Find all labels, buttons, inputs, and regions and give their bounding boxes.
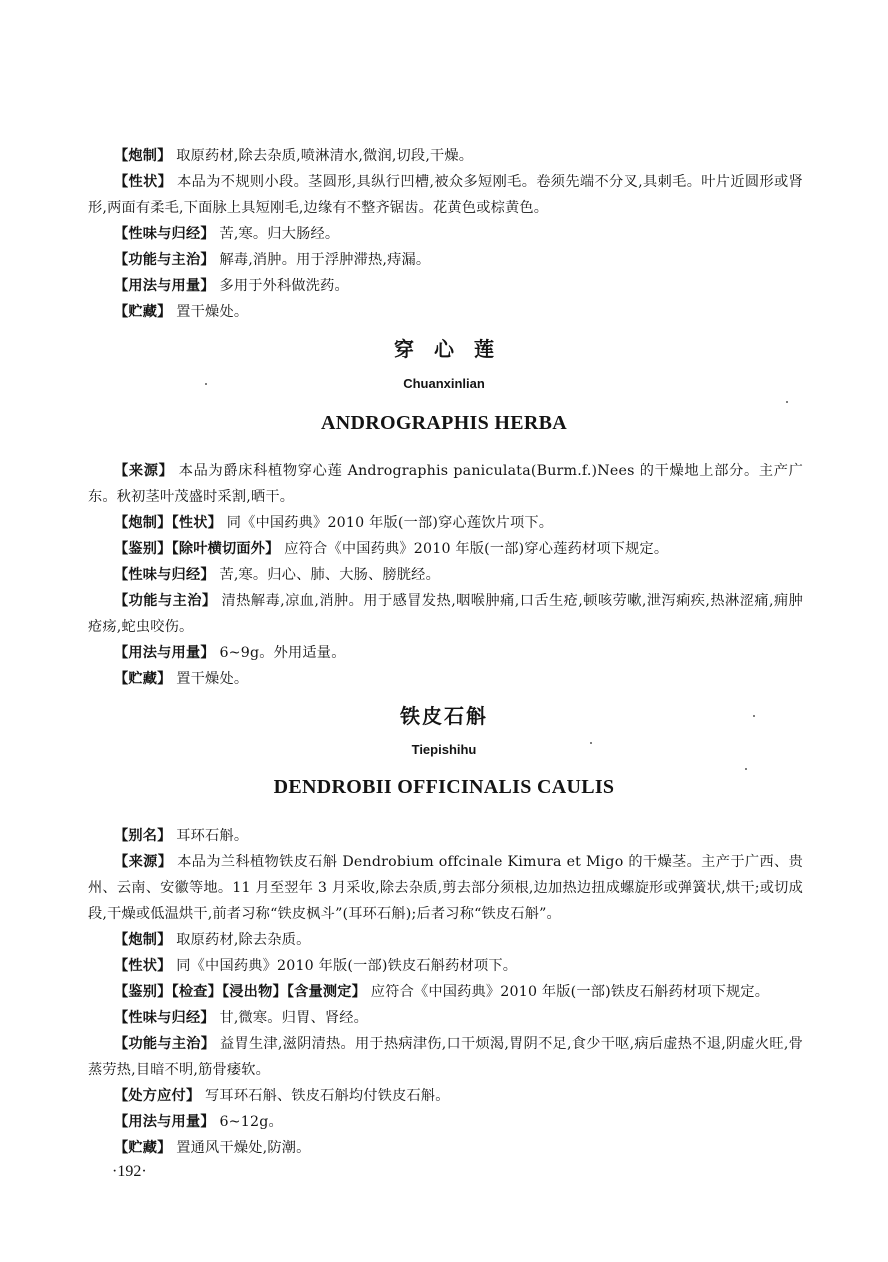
herb-title-chinese: 穿心莲: [394, 337, 514, 361]
page-number: ·192·: [112, 1163, 147, 1180]
section-continued: [88, 143, 803, 325]
herb-title-latin: ANDROGRAPHIS HERBA: [321, 412, 567, 434]
entry-storage: 【贮藏】 置干燥处。: [114, 304, 249, 320]
scan-speck: [745, 768, 747, 770]
entry-identification: 【鉴别】【检查】【浸出物】【含量测定】 应符合《中国药典》2010 年版(一部)铁皮石斛药材项下规定。: [114, 984, 770, 1000]
entry-description: 【性状】 同《中国药典》2010 年版(一部)铁皮石斛药材项下。: [114, 958, 518, 974]
herb-title-chinese: 铁皮石斛: [400, 704, 488, 728]
entry-usage: 【用法与用量】 6~9g。外用适量。: [114, 645, 346, 661]
scan-speck: [205, 383, 207, 385]
entry-storage: 【贮藏】 置干燥处。: [114, 671, 249, 687]
entry-nature-meridian: 【性味与归经】 苦,寒。归大肠经。: [114, 226, 340, 242]
entry-alias: 【别名】 耳环石斛。: [114, 828, 249, 844]
entry-function: 【功能与主治】 益胃生津,滋阴清热。用于热病津伤,口干烦渴,胃阴不足,食少干呕,病后虚热不退,阴虚火旺,骨蒸劳热,目暗不明,筋骨痿软。: [88, 1036, 803, 1078]
section-tiepishihu: [88, 823, 803, 1161]
entry-processing-description: 【炮制】【性状】 同《中国药典》2010 年版(一部)穿心莲饮片项下。: [114, 515, 554, 531]
entry-identification: 【鉴别】【除叶横切面外】 应符合《中国药典》2010 年版(一部)穿心莲药材项下规定。: [114, 541, 669, 557]
entry-source: 【来源】 本品为兰科植物铁皮石斛 Dendrobium offcinale Kimura et Migo 的干燥茎。主产于广西、贵州、云南、安徽等地。11 月至翌年 3 月采收,除去杂质,剪去部分须根,边加热边扭成螺旋形或弹簧状,烘干;或切成段,干燥或低温烘干,前者习称“铁皮枫斗”(耳环石斛);后者习称“铁皮石斛”。: [88, 854, 803, 922]
entry-nature-meridian: 【性味与归经】 甘,微寒。归胃、肾经。: [114, 1010, 369, 1026]
entry-usage: 【用法与用量】 6~12g。: [114, 1114, 283, 1130]
herb-title-latin: DENDROBII OFFICINALIS CAULIS: [273, 776, 615, 798]
entry-prescription: 【处方应付】 写耳环石斛、铁皮石斛均付铁皮石斛。: [114, 1088, 450, 1104]
entry-function: 【功能与主治】 解毒,消肿。用于浮肿滞热,痔漏。: [114, 252, 431, 268]
scan-speck: [590, 742, 592, 744]
entry-description: 【性状】 本品为不规则小段。茎圆形,具纵行凹槽,被众多短刚毛。卷须先端不分叉,具刺毛。叶片近圆形或肾形,两面有柔毛,下面脉上具短刚毛,边缘有不整齐锯齿。花黄色或棕黄色。: [88, 174, 803, 216]
entry-processing: 【炮制】 取原药材,除去杂质,喷淋清水,微润,切段,干燥。: [114, 148, 474, 164]
entry-nature-meridian: 【性味与归经】 苦,寒。归心、肺、大肠、膀胱经。: [114, 567, 440, 583]
entry-processing: 【炮制】 取原药材,除去杂质。: [114, 932, 311, 948]
scan-speck: [753, 715, 755, 717]
entry-storage: 【贮藏】 置通风干燥处,防潮。: [114, 1140, 311, 1156]
scan-speck: [786, 401, 788, 403]
section-chuanxinlian: [88, 458, 803, 692]
herb-title-pinyin: Chuanxinlian: [403, 376, 485, 391]
entry-source: 【来源】 本品为爵床科植物穿心莲 Andrographis paniculata(Burm.f.)Nees 的干燥地上部分。主产广东。秋初茎叶茂盛时采割,晒干。: [88, 463, 803, 505]
entry-function: 【功能与主治】 清热解毒,凉血,消肿。用于感冒发热,咽喉肿痛,口舌生疮,顿咳劳嗽,泄泻痢疾,热淋涩痛,痈肿疮疡,蛇虫咬伤。: [88, 593, 803, 635]
entry-usage: 【用法与用量】 多用于外科做洗药。: [114, 278, 349, 294]
herb-title-pinyin: Tiepishihu: [411, 742, 477, 757]
